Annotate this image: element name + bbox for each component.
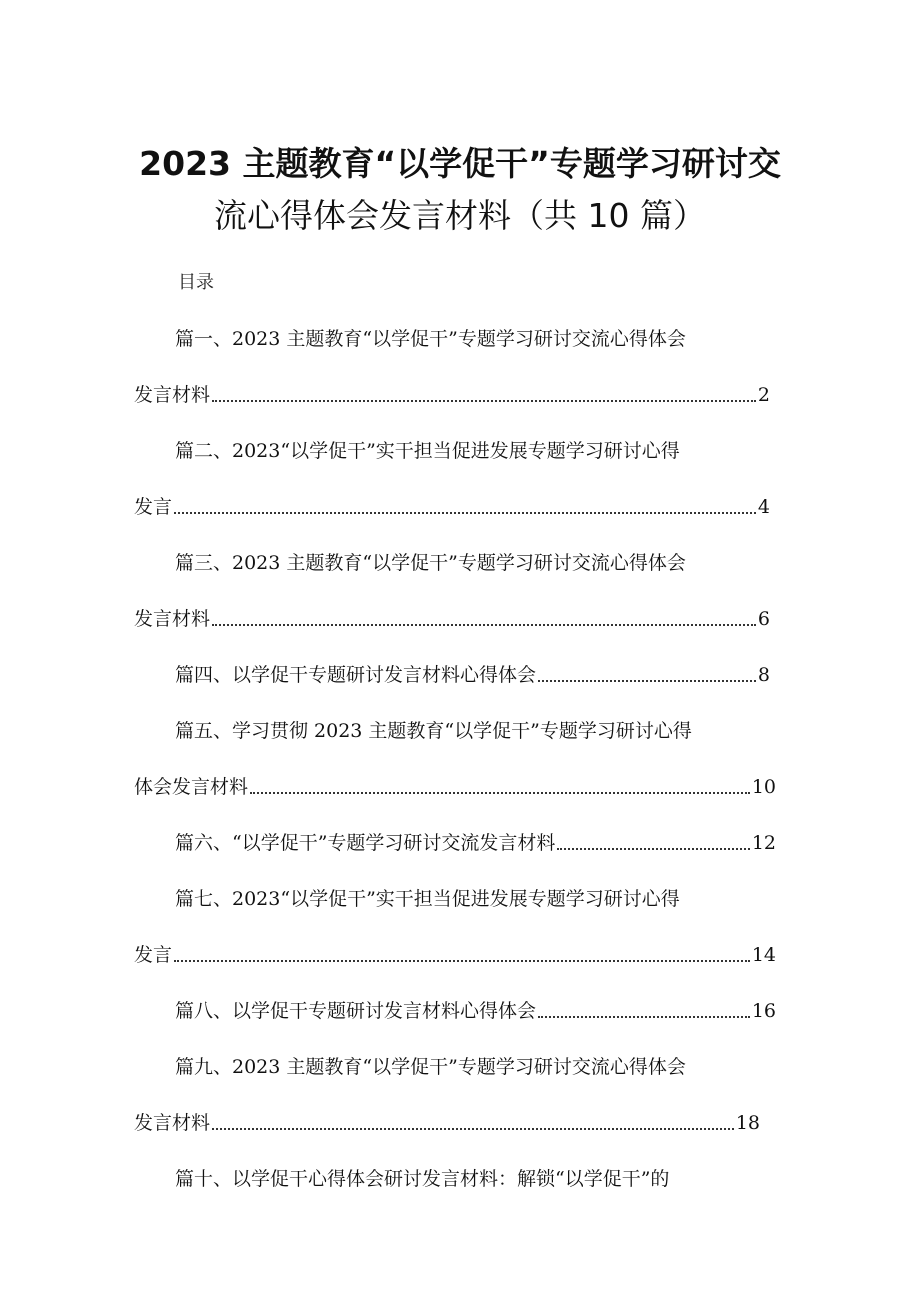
- dot-leader: [212, 1128, 734, 1130]
- toc-entry-text: 篇六、“以学促干”专题学习研讨交流发言材料: [175, 832, 556, 854]
- toc-entry-1-line-1[interactable]: 篇一、2023 主题教育“以学促干”专题学习研讨交流心得体会: [175, 328, 686, 350]
- toc-page-number: 18: [735, 1112, 760, 1134]
- toc-entry-text: 发言材料: [134, 384, 211, 406]
- dot-leader: [538, 680, 756, 682]
- dot-leader: [250, 792, 750, 794]
- toc-page-number: 12: [751, 832, 776, 854]
- toc-entry-5-line-1[interactable]: 篇五、学习贯彻 2023 主题教育“以学促干”专题学习研讨心得: [175, 720, 692, 742]
- toc-entry-text: 发言材料: [134, 608, 211, 630]
- toc-page-number: 14: [751, 944, 776, 966]
- toc-entry-text: 发言: [134, 944, 173, 966]
- toc-entry-7-line-2[interactable]: [134, 940, 776, 967]
- dot-leader: [212, 400, 756, 402]
- toc-entry-2-line-1[interactable]: 篇二、2023“以学促干”实干担当促进发展专题学习研讨心得: [175, 440, 680, 462]
- toc-entry-text: 发言: [134, 496, 173, 518]
- toc-entry-3-line-1[interactable]: 篇三、2023 主题教育“以学促干”专题学习研讨交流心得体会: [175, 552, 686, 574]
- toc-entry-9-line-1[interactable]: 篇九、2023 主题教育“以学促干”专题学习研讨交流心得体会: [175, 1056, 686, 1078]
- toc-page-number: 4: [757, 496, 770, 518]
- toc-entry-2-line-2[interactable]: [134, 492, 770, 519]
- toc-entry-10-line-1[interactable]: 篇十、以学促干心得体会研讨发言材料：解锁“以学促干”的: [175, 1168, 670, 1190]
- title-line-1: 2023 主题教育“以学促干”专题学习研讨交: [139, 144, 781, 183]
- toc-page-number: 8: [757, 664, 770, 686]
- dot-leader: [174, 960, 750, 962]
- toc-page-number: 16: [751, 1000, 776, 1022]
- toc-entry-3-line-2[interactable]: [134, 604, 770, 631]
- toc-entry-4[interactable]: [175, 660, 770, 687]
- toc-entry-7-line-1[interactable]: 篇七、2023“以学促干”实干担当促进发展专题学习研讨心得: [175, 888, 680, 910]
- toc-page-number: 10: [751, 776, 776, 798]
- toc-page-number: 2: [757, 384, 770, 406]
- toc-entry-text: 篇四、以学促干专题研讨发言材料心得体会: [175, 664, 537, 686]
- dot-leader: [174, 512, 756, 514]
- toc-entry-text: 体会发言材料: [134, 776, 249, 798]
- toc-entry-text: 发言材料: [134, 1112, 211, 1134]
- toc-page-number: 6: [757, 608, 770, 630]
- toc-entry-9-line-2[interactable]: [134, 1108, 760, 1135]
- toc-entry-text: 篇八、以学促干专题研讨发言材料心得体会: [175, 1000, 537, 1022]
- dot-leader: [557, 848, 749, 850]
- toc-entry-8[interactable]: [175, 996, 776, 1023]
- toc-entry-6[interactable]: [175, 828, 776, 855]
- title-line-2: 流心得体会发言材料（共 10 篇）: [214, 196, 706, 235]
- toc-heading: 目录: [178, 272, 214, 293]
- dot-leader: [538, 1016, 750, 1018]
- toc-entry-1-line-2[interactable]: [134, 380, 770, 407]
- toc-entry-5-line-2[interactable]: [134, 772, 776, 799]
- dot-leader: [212, 624, 756, 626]
